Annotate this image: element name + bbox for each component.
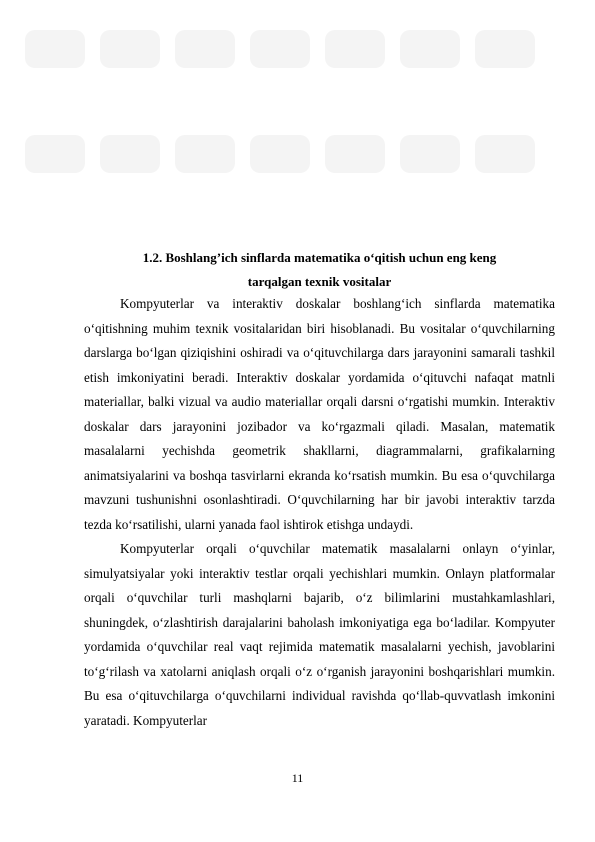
paragraph-1: Kompyuterlar va interaktiv doskalar boshlang‘ich sinflarda matematika o‘qitishning muhim texnik vositalaridan biri hisoblanadi. Bu vositalar o‘quvchilarning darslarga bo‘lgan qiziqishini oshiradi va o‘qituvchilarga dars jarayonini samarali tashkil etish imkoniyatini beradi. Interaktiv doskalar yordamida o‘qituvchi nafaqat matnli materiallar, balki vizual va audio materiallar orqali darsni o‘rgatishi mumkin. Interaktiv doskalar dars jarayonini jozibador va ko‘rgazmali qiladi. Masalan, matematik masalalarni yechishda geometrik shakllarni, diagrammalarni, grafikalarning animatsiyalarini va boshqa tasvirlarni ekranda ko‘rsatish mumkin. Bu esa o‘quvchilarga mavzuni tushunishni osonlashtiradi. O‘quvchilarning har bir javobi interaktiv tarzda tezda ko‘rsatilishi, ularni yanada faol ishtirok etishga undaydi. (84, 296, 555, 532)
section-heading (84, 246, 555, 294)
page-number: 11 (291, 771, 304, 785)
body-text (84, 292, 555, 733)
paragraph-2: Kompyuterlar orqali o‘quvchilar matematik masalalarni onlayn o‘yinlar, simulyatsiyalar yoki interaktiv testlar orqali yechishlari mumkin. Onlayn platformalar orqali o‘quvchilar turli mashqlarni bajarib, o‘z bilimlarini mustahkamlashlari, shuningdek, o‘zlashtirish darajalarini baholash imkoniyatiga ega bo‘ladilar. Kompyuter yordamida o‘quvchilar real vaqt rejimida matematik masalalarni yechish, javoblarini to‘g‘rilash va xatolarni aniqlash orqali o‘z o‘rganish jarayonini boshqarishlari mumkin. Bu esa o‘qituvchilarga o‘quvchilarni individual ravishda qo‘llab-quvvatlash imkonini yaratadi. Kompyuterlar (84, 541, 555, 728)
section-heading-line-1: 1.2. Boshlang’ich sinflarda matematika o‘qitish uchun eng keng (142, 250, 497, 265)
section-heading-line-2: tarqalgan texnik vositalar (247, 274, 392, 289)
